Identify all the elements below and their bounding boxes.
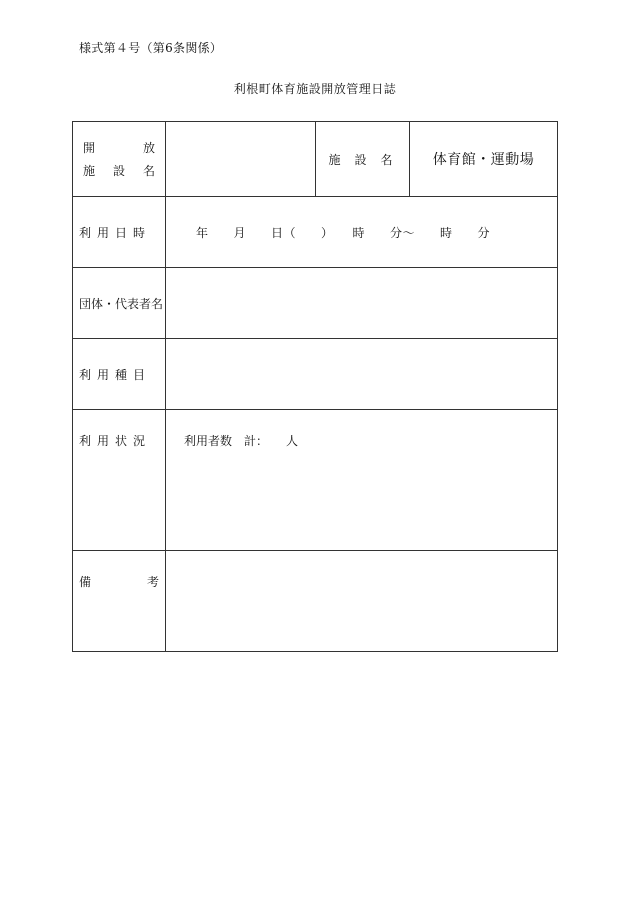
open-facility-label [73,122,166,197]
remarks-label-char-1: 備 [79,575,92,589]
open-facility-field[interactable] [166,122,316,197]
open-facility-label-char-5: 名 [142,164,155,178]
remarks-label-char-2: 考 [146,575,159,589]
usage-status-label: 利用状況 [73,410,166,551]
row-usage-type [73,339,558,410]
document-title: 利根町体育施設開放管理日誌 [233,82,397,96]
facility-name-value: 体育館・運動場 [410,122,558,197]
open-facility-label-char-1: 開 [83,141,96,155]
group-representative-label: 団体・代表者名 [73,268,166,339]
form-number: 様式第４号（第6条関係） [79,41,223,55]
remarks-label [73,551,166,652]
row-remarks [73,551,558,652]
usage-datetime-field[interactable]: 年 月 日（ ） 時 分〜 時 分 [166,197,558,268]
usage-type-label: 利用種目 [73,339,166,410]
usage-type-field[interactable] [166,339,558,410]
row-group-representative [73,268,558,339]
usage-datetime-label: 利用日時 [73,197,166,268]
usage-status-field[interactable]: 利用者数 計： 人 [166,410,558,551]
row-open-facility [73,122,558,197]
group-representative-field[interactable] [166,268,558,339]
facility-name-label: 施設名 [316,122,410,197]
open-facility-label-char-3: 施 [83,164,96,178]
open-facility-label-char-4: 設 [112,164,125,178]
open-facility-label-char-2: 放 [142,141,155,155]
row-usage-datetime [73,197,558,268]
row-usage-status [73,410,558,551]
management-log-table [72,121,558,652]
remarks-field[interactable] [166,551,558,652]
